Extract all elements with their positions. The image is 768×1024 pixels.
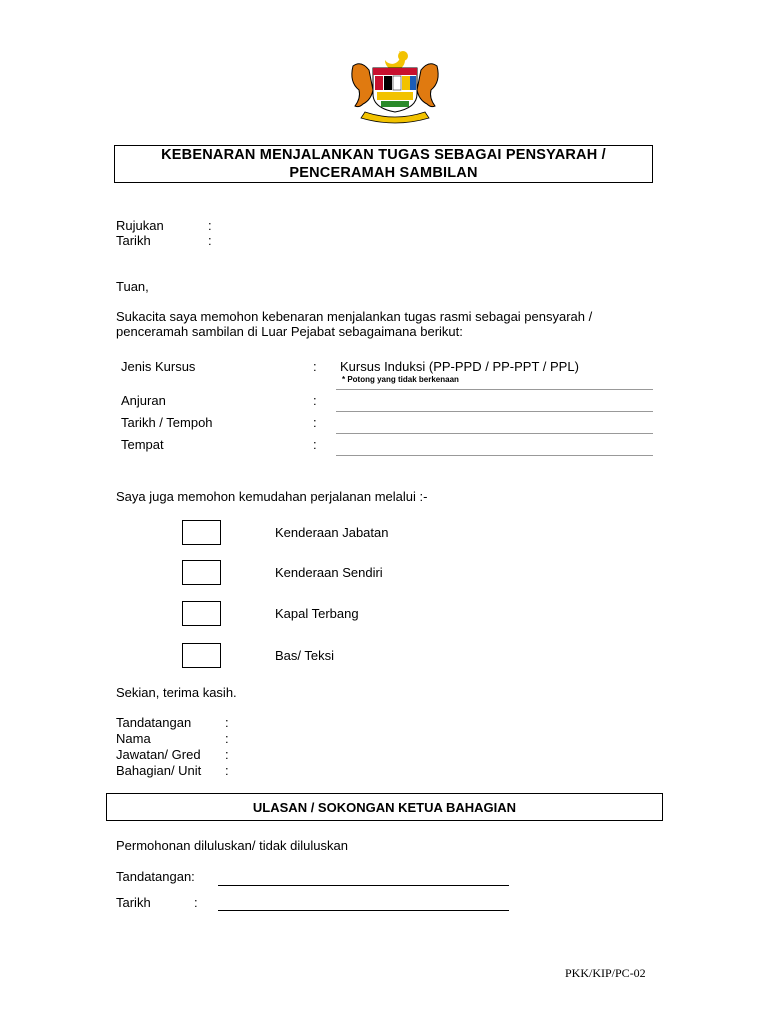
option-kenderaan-jabatan: Kenderaan Jabatan [275, 525, 389, 540]
travel-intro: Saya juga memohon kemudahan perjalanan melalui :- [116, 489, 428, 504]
nama-colon: : [225, 731, 229, 746]
form-title-line2: PENCERAMAH SAMBILAN [289, 165, 478, 181]
option-kenderaan-sendiri: Kenderaan Sendiri [275, 565, 383, 580]
anjuran-field-line[interactable] [336, 411, 653, 412]
tempat-label: Tempat [121, 437, 164, 452]
approval-section-title [106, 793, 663, 821]
tempat-colon: : [313, 437, 317, 452]
jenis-kursus-colon: : [313, 359, 317, 374]
anjuran-label: Anjuran [121, 393, 166, 408]
form-title-box [114, 145, 653, 183]
salutation: Tuan, [116, 279, 149, 294]
tandatangan-label: Tandatangan [116, 715, 192, 730]
closing-text: Sekian, terima kasih. [116, 685, 237, 700]
bahagian-colon: : [225, 763, 229, 778]
approval-signature-line[interactable] [218, 885, 509, 886]
option-bas-teksi: Bas/ Teksi [275, 648, 335, 663]
checkbox-kenderaan-sendiri[interactable] [182, 560, 221, 585]
tarikh-tempoh-label: Tarikh / Tempoh [121, 415, 213, 430]
tandatangan-colon: : [225, 715, 229, 730]
approval-tarikh-label: Tarikh [116, 895, 151, 910]
anjuran-colon: : [313, 393, 317, 408]
checkbox-bas-teksi[interactable] [182, 643, 221, 668]
jenis-kursus-value: Kursus Induksi (PP-PPD / PP-PPT / PPL) [340, 359, 579, 374]
tarikh-label: Tarikh [116, 233, 151, 248]
rujukan-colon: : [208, 218, 212, 233]
form-title-line1: KEBENARAN MENJALANKAN TUGAS SEBAGAI PENSYARAH / [161, 147, 606, 163]
tarikh-tempoh-field-line[interactable] [336, 433, 653, 434]
jenis-kursus-line [336, 389, 653, 390]
letter-body-line2: penceramah sambilan di Luar Pejabat sebagaimana berikut: [116, 324, 463, 339]
option-kapal-terbang: Kapal Terbang [275, 606, 359, 621]
form-code: PKK/KIP/PC-02 [565, 966, 646, 980]
approval-section-title-text: ULASAN / SOKONGAN KETUA BAHAGIAN [252, 799, 517, 815]
coat-of-arms-icon [347, 46, 443, 124]
checkbox-kenderaan-jabatan[interactable] [182, 520, 221, 545]
tempat-field-line[interactable] [336, 455, 653, 456]
approval-status-text: Permohonan diluluskan/ tidak diluluskan [116, 838, 348, 853]
tarikh-colon: : [208, 233, 212, 248]
approval-tandatangan-label: Tandatangan: [116, 869, 195, 884]
tarikh-tempoh-colon: : [313, 415, 317, 430]
jenis-kursus-label: Jenis Kursus [121, 359, 196, 374]
rujukan-label: Rujukan [116, 218, 164, 233]
approval-date-line[interactable] [218, 910, 509, 911]
bahagian-label: Bahagian/ Unit [116, 763, 202, 778]
nama-label: Nama [116, 731, 151, 746]
jenis-kursus-note: * Potong yang tidak berkenaan [342, 375, 459, 384]
checkbox-kapal-terbang[interactable] [182, 601, 221, 626]
jawatan-colon: : [225, 747, 229, 762]
letter-body-line1: Sukacita saya memohon kebenaran menjalankan tugas rasmi sebagai pensyarah / [116, 309, 593, 324]
jawatan-label: Jawatan/ Gred [116, 747, 201, 762]
approval-tarikh-colon: : [194, 895, 198, 910]
